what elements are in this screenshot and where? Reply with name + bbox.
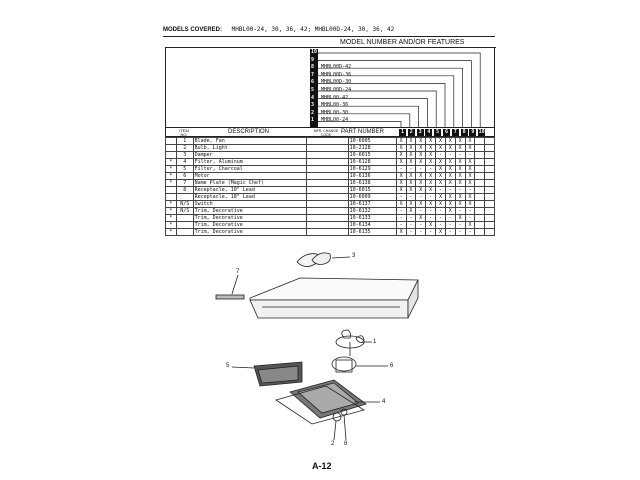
model-applicability-mark: X [465, 173, 475, 180]
replacement-star: * [166, 208, 177, 215]
model-applicability-mark: - [465, 152, 475, 159]
model-applicability-mark: X [445, 194, 455, 201]
part-description: Damper [193, 152, 306, 159]
model-applicability-mark: - [416, 208, 426, 215]
part-number: 10-6135 [348, 229, 396, 236]
model-applicability-mark: X [436, 138, 446, 145]
replacement-star: * [166, 215, 177, 222]
aluminum-filter-drawing [276, 380, 380, 424]
part-number-header: PART NUMBER [341, 129, 385, 135]
damper-drawing [297, 253, 350, 267]
part-number: 10-6138 [348, 180, 396, 187]
page-number: A-12 [312, 461, 332, 471]
model-applicability-mark: X [455, 201, 465, 208]
model-applicability-mark: X [465, 138, 475, 145]
model-applicability-mark: X [445, 208, 455, 215]
model-key-number: 3 [311, 102, 315, 109]
replacement-star: * [166, 180, 177, 187]
model-applicability-mark: X [436, 166, 446, 173]
model-applicability-mark: X [465, 159, 475, 166]
part-number: 10-2128 [348, 145, 396, 152]
charcoal-filter-drawing [232, 362, 302, 386]
part-description: Filter, Charcoal [193, 166, 306, 173]
model-key-number: 2 [311, 109, 315, 116]
model-key-number: 5 [311, 87, 315, 93]
model-applicability-mark: X [406, 173, 416, 180]
model-applicability-mark: X [396, 187, 406, 194]
replacement-star: * [166, 201, 177, 208]
part-description: Switch [193, 201, 306, 208]
model-applicability-mark: - [455, 187, 465, 194]
description-header: DESCRIPTION [228, 129, 270, 135]
model-applicability-mark: X [406, 138, 416, 145]
model-applicability-mark: X [416, 145, 426, 152]
model-applicability-mark: - [436, 215, 446, 222]
model-features-title: MODEL NUMBER AND/OR FEATURES [340, 39, 465, 46]
callout-1: 1 [373, 339, 377, 345]
model-applicability-mark: X [426, 180, 436, 187]
model-column-header: 8 [462, 129, 466, 135]
model-applicability-mark: X [406, 152, 416, 159]
model-column-header: 5 [436, 129, 440, 135]
model-column-header: 1 [400, 129, 404, 135]
model-applicability-mark: X [455, 173, 465, 180]
model-applicability-mark: X [436, 173, 446, 180]
model-applicability-mark: - [416, 166, 426, 173]
model-applicability-mark: X [436, 194, 446, 201]
model-applicability-mark: X [416, 173, 426, 180]
model-applicability-mark: - [436, 222, 446, 229]
part-description: Trim, Decorative [193, 208, 306, 215]
model-applicability-mark: - [406, 194, 416, 201]
model-applicability-mark: X [465, 194, 475, 201]
model-key-number: 8 [311, 64, 315, 71]
part-description: Name Plate (Magic Chef) [193, 180, 306, 187]
model-applicability-mark: X [465, 180, 475, 187]
model-key-number: 6 [311, 79, 315, 86]
model-applicability-mark: - [406, 222, 416, 229]
model-applicability-mark: - [455, 208, 465, 215]
model-column-header: 10 [478, 129, 485, 135]
replacement-star: * [166, 222, 177, 229]
model-applicability-mark: - [426, 215, 436, 222]
model-column-header: 3 [418, 129, 422, 135]
part-number: 10-6015 [348, 187, 396, 194]
model-applicability-mark: X [445, 173, 455, 180]
model-applicability-mark: X [426, 187, 436, 194]
part-number: 10-6136 [348, 173, 396, 180]
model-applicability-mark: X [426, 145, 436, 152]
replacement-star: * [166, 229, 177, 236]
part-number: 10-6129 [348, 166, 396, 173]
model-applicability-mark: - [445, 229, 455, 236]
model-key-label: MHBL00-42 [321, 94, 349, 101]
model-key-label: MHBL00D-36 [321, 71, 352, 78]
part-number: 10-6137 [348, 201, 396, 208]
model-applicability-mark: X [406, 180, 416, 187]
model-applicability-mark: X [416, 215, 426, 222]
model-applicability-mark: X [455, 138, 465, 145]
model-applicability-mark: - [406, 166, 416, 173]
model-applicability-mark: X [445, 201, 455, 208]
model-applicability-mark: X [436, 229, 446, 236]
model-applicability-mark: X [426, 173, 436, 180]
model-key-number: 4 [311, 94, 315, 101]
model-applicability-mark: - [406, 215, 416, 222]
item-number: 6 [176, 173, 193, 180]
item-number: 1 [176, 138, 193, 145]
model-applicability-mark: X [396, 180, 406, 187]
part-description: Receptacle, 18" Lead [193, 194, 306, 201]
part-description: Trim, Decorative [193, 229, 306, 236]
model-applicability-mark: X [396, 229, 406, 236]
model-applicability-mark: - [436, 208, 446, 215]
model-applicability-mark: X [455, 159, 465, 166]
callout-6: 6 [390, 363, 394, 369]
callout-8: 8 [344, 441, 348, 447]
part-description: Motor [193, 173, 306, 180]
callout-2: 2 [331, 441, 335, 447]
model-key-label: MHBL00D-30 [321, 79, 352, 86]
model-applicability-mark: X [416, 159, 426, 166]
model-applicability-mark: - [426, 208, 436, 215]
item-number: 5 [176, 166, 193, 173]
model-applicability-mark: X [426, 152, 436, 159]
model-column-header: 9 [471, 129, 475, 135]
model-applicability-mark: X [445, 166, 455, 173]
item-number: N/S [176, 208, 193, 215]
part-description: Blade, Fan [193, 138, 306, 145]
model-applicability-mark: - [406, 229, 416, 236]
model-applicability-mark: X [445, 138, 455, 145]
item-number: 2 [176, 145, 193, 152]
model-applicability-mark: X [436, 145, 446, 152]
model-applicability-mark: X [396, 145, 406, 152]
model-key-number: 1 [311, 117, 315, 124]
model-applicability-mark: - [416, 222, 426, 229]
model-applicability-mark: X [436, 159, 446, 166]
model-applicability-mark: X [455, 166, 465, 173]
models-covered-label: MODELS COVERED: [163, 27, 223, 33]
model-applicability-mark: X [426, 138, 436, 145]
model-applicability-mark: X [406, 201, 416, 208]
model-applicability-mark: - [455, 229, 465, 236]
model-applicability-mark: X [465, 222, 475, 229]
model-applicability-mark: - [445, 215, 455, 222]
item-number: 7 [176, 180, 193, 187]
model-applicability-mark: X [406, 187, 416, 194]
model-applicability-mark: - [445, 152, 455, 159]
model-applicability-mark: - [416, 194, 426, 201]
model-applicability-mark: X [396, 201, 406, 208]
part-number: 10-6133 [348, 215, 396, 222]
models-covered-value: MHBL00-24, 30, 36, 42; MHBL00D-24, 30, 36, 42 [231, 26, 395, 33]
model-key-number: 10 [311, 49, 318, 55]
model-key-label: MHBL00-30 [321, 109, 349, 116]
model-applicability-mark: - [465, 229, 475, 236]
model-applicability-mark: X [416, 152, 426, 159]
model-applicability-mark: X [455, 145, 465, 152]
model-column-header: 2 [409, 129, 413, 135]
model-applicability-mark: X [406, 159, 416, 166]
callout-5: 5 [226, 363, 230, 369]
model-applicability-mark: - [436, 187, 446, 194]
model-applicability-mark: X [465, 166, 475, 173]
replacement-star: * [166, 166, 177, 173]
model-applicability-mark: - [416, 229, 426, 236]
model-applicability-mark: X [426, 222, 436, 229]
model-applicability-mark: - [465, 187, 475, 194]
replacement-star: * [166, 173, 177, 180]
model-key-label: MHBL00D-42 [321, 64, 352, 71]
model-applicability-mark: X [436, 201, 446, 208]
item-number: 3 [176, 152, 193, 159]
item-no-header: ITEM NO. [179, 128, 189, 137]
model-applicability-mark: X [396, 173, 406, 180]
model-applicability-mark: X [436, 180, 446, 187]
model-column-header: 4 [427, 129, 431, 135]
model-applicability-mark: - [426, 194, 436, 201]
replacement-star: * [166, 159, 177, 166]
part-number: 10-6005 [348, 138, 396, 145]
callout-4: 4 [382, 399, 386, 405]
part-number: 10-6009 [348, 194, 396, 201]
model-applicability-mark: - [455, 222, 465, 229]
item-number: 8 [176, 187, 193, 194]
model-column-header: 7 [453, 129, 457, 135]
model-applicability-mark: X [416, 187, 426, 194]
model-applicability-mark: X [396, 152, 406, 159]
model-applicability-mark: X [465, 201, 475, 208]
model-applicability-mark: X [416, 201, 426, 208]
model-applicability-mark: X [445, 159, 455, 166]
model-applicability-mark: - [436, 152, 446, 159]
model-applicability-mark: X [426, 201, 436, 208]
part-description: Receptacle, 10" Lead [193, 187, 306, 194]
model-applicability-mark: - [396, 166, 406, 173]
model-applicability-mark: X [426, 159, 436, 166]
motor-drawing [332, 357, 388, 372]
model-applicability-mark: - [455, 152, 465, 159]
model-key-number: 7 [311, 71, 315, 78]
callout-3: 3 [352, 253, 356, 259]
model-applicability-mark: X [445, 180, 455, 187]
model-applicability-mark: - [396, 215, 406, 222]
part-description: Trim, Decorative [193, 215, 306, 222]
model-applicability-mark: X [406, 208, 416, 215]
model-applicability-mark: - [426, 229, 436, 236]
fan-blade-drawing [336, 330, 372, 356]
model-applicability-mark: X [455, 180, 465, 187]
model-applicability-mark: - [465, 208, 475, 215]
part-number: 10-6015 [348, 152, 396, 159]
model-applicability-mark: X [455, 215, 465, 222]
part-description: Trim, Decorative [193, 222, 306, 229]
model-column-header: 6 [444, 129, 448, 135]
model-key-label: MHBL00-36 [321, 102, 349, 109]
model-applicability-mark: - [445, 187, 455, 194]
model-applicability-mark: X [416, 138, 426, 145]
model-key-label: MHBL00-24 [321, 117, 349, 124]
item-number: 4 [176, 159, 193, 166]
part-description: Bulb, Light [193, 145, 306, 152]
model-applicability-mark: X [455, 194, 465, 201]
model-key-number: 9 [311, 56, 315, 63]
mfr-change-code-header: MFR. CHANGE CODE [313, 129, 339, 137]
model-applicability-mark: X [416, 180, 426, 187]
bulb-receptacle-drawing [333, 409, 347, 440]
part-number: 10-6134 [348, 222, 396, 229]
part-number: 10-6128 [348, 159, 396, 166]
callout-7: 7 [236, 269, 240, 275]
model-applicability-mark: - [396, 194, 406, 201]
model-key-label: MHBL00D-24 [321, 87, 352, 93]
range-hood-drawing [250, 278, 418, 318]
model-applicability-mark: X [445, 145, 455, 152]
item-number: N/S [176, 201, 193, 208]
name-plate-drawing [216, 275, 244, 299]
model-applicability-mark: - [426, 166, 436, 173]
model-applicability-mark: - [396, 222, 406, 229]
part-number: 10-6132 [348, 208, 396, 215]
model-applicability-mark: X [465, 145, 475, 152]
model-applicability-mark: X [396, 138, 406, 145]
part-description: Filter, Aluminum [193, 159, 306, 166]
model-applicability-mark: - [396, 208, 406, 215]
model-applicability-mark: - [445, 222, 455, 229]
model-applicability-mark: X [406, 145, 416, 152]
model-applicability-mark: X [396, 159, 406, 166]
model-applicability-mark: - [465, 215, 475, 222]
